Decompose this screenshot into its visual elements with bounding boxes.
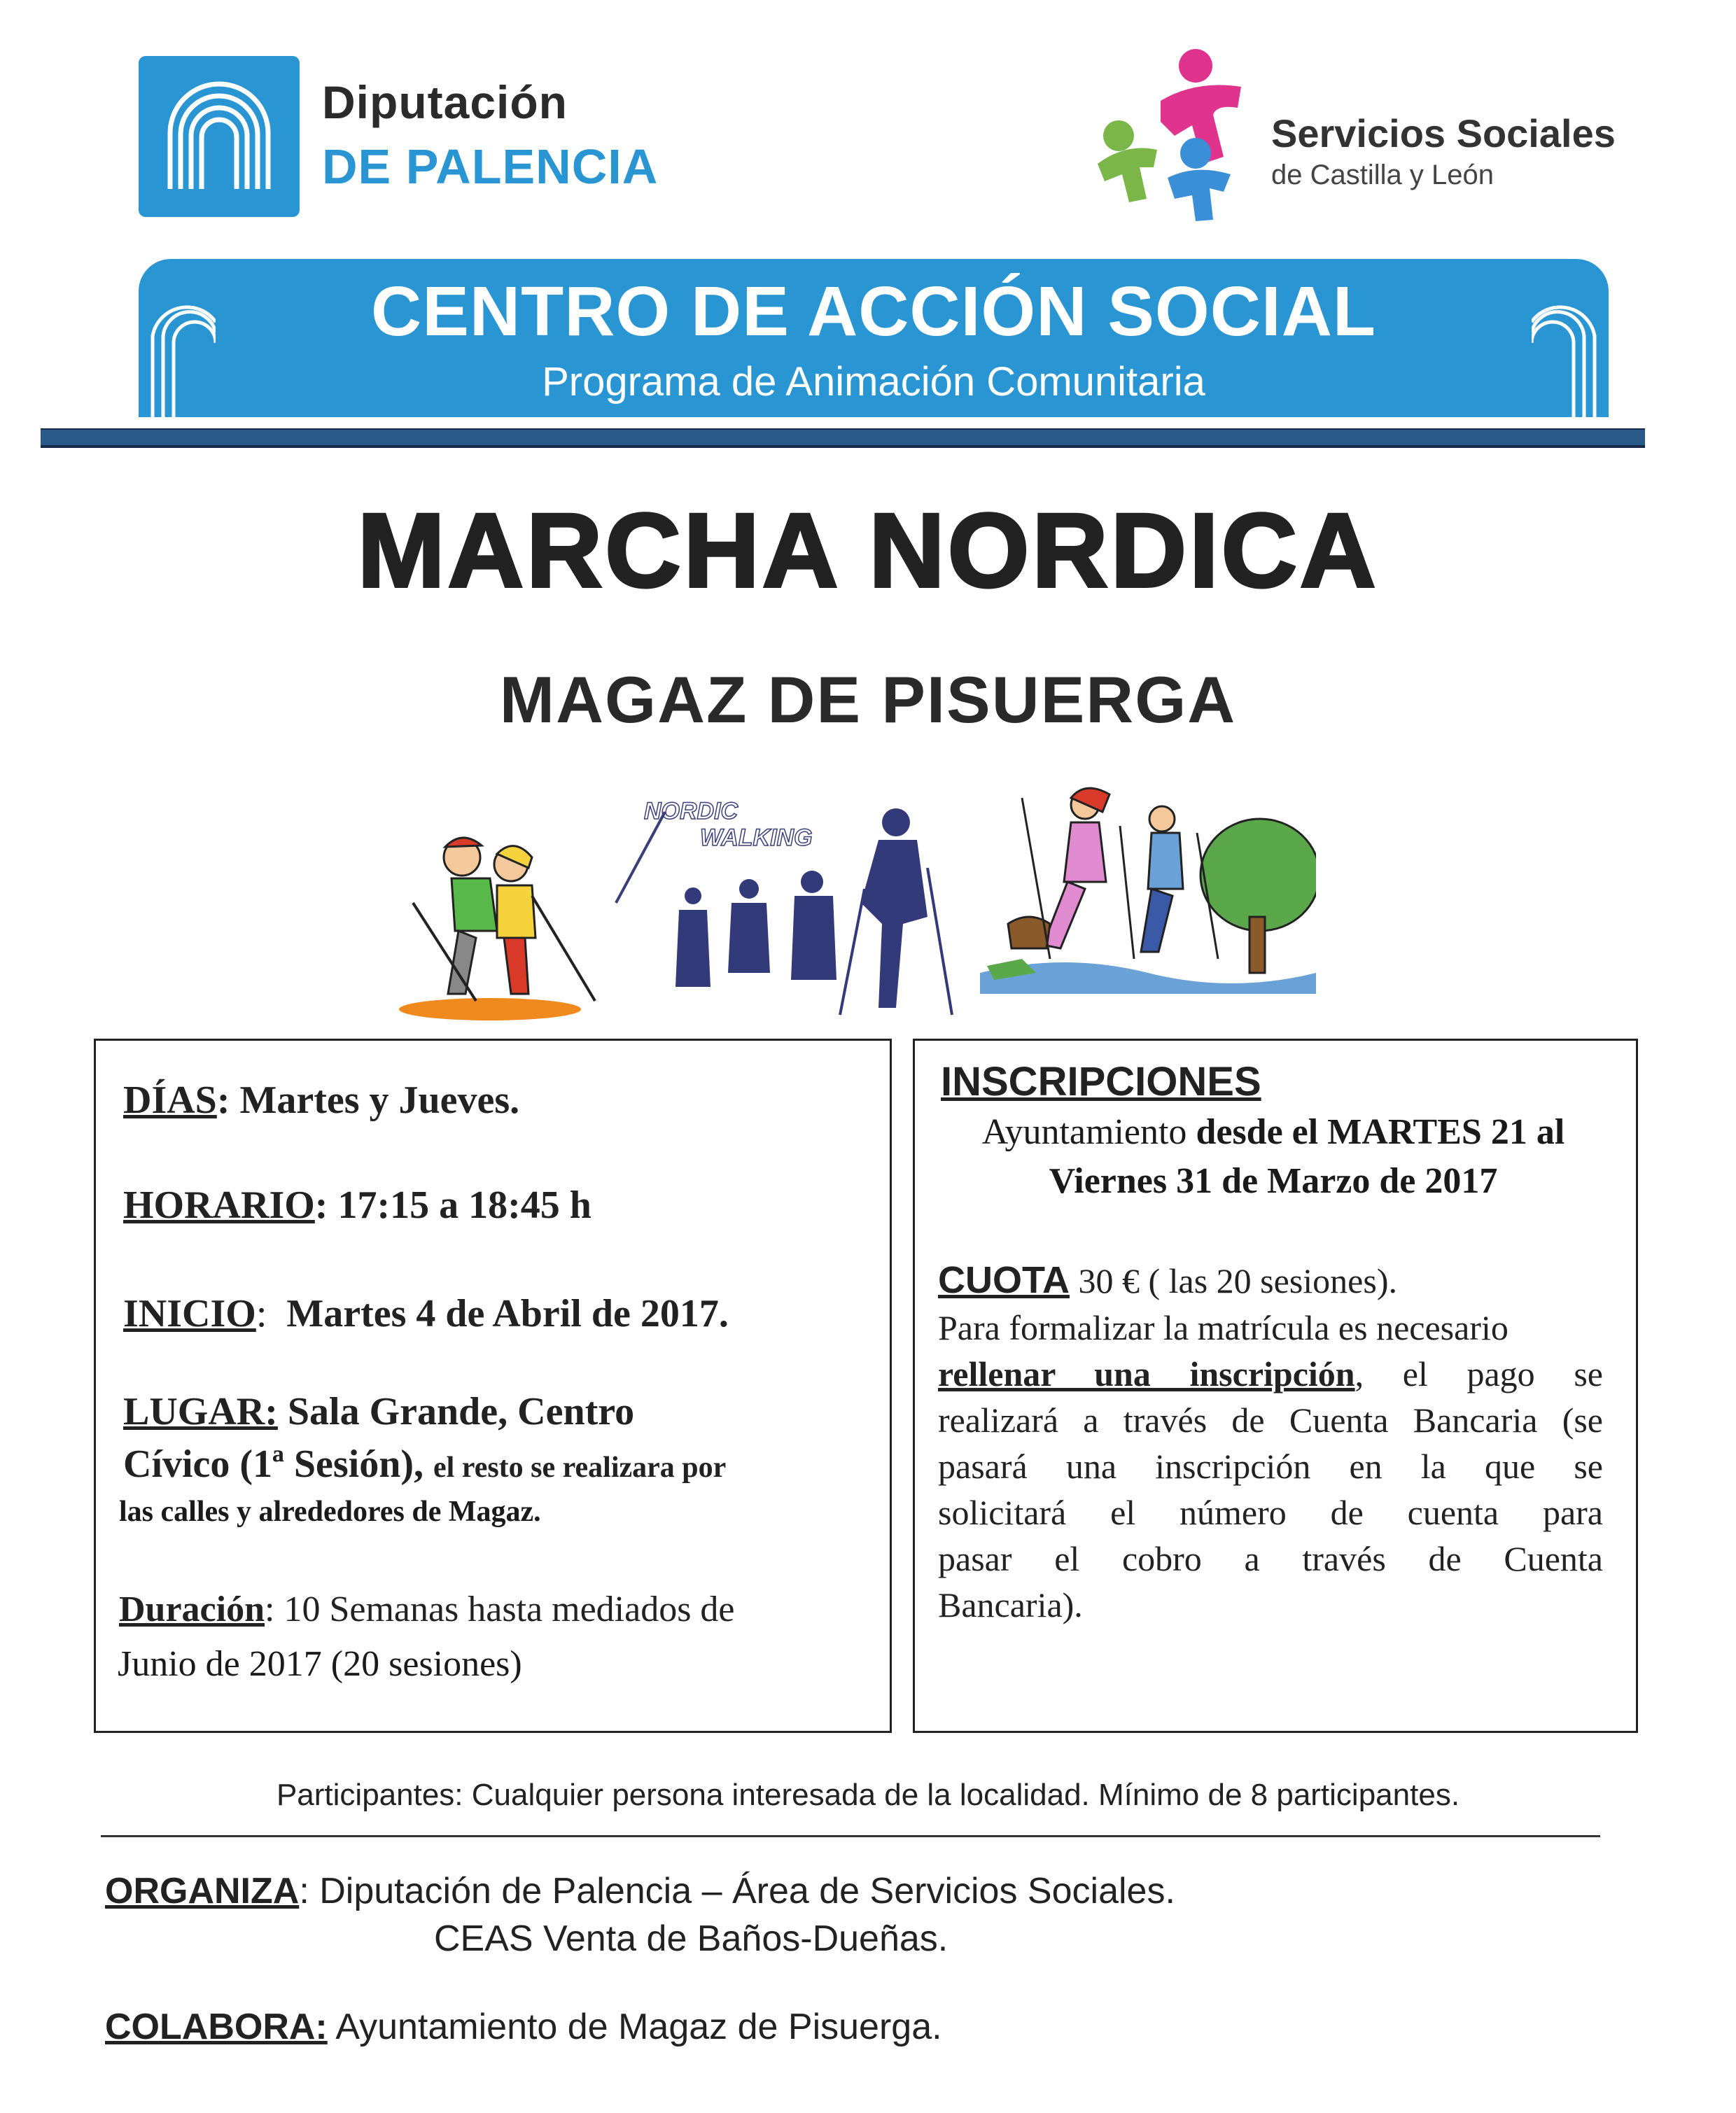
horario-value: 17:15 a 18:45 h [337, 1184, 592, 1227]
inicio-label: INICIO [123, 1292, 256, 1335]
cuota-label: CUOTA [938, 1259, 1070, 1301]
registration-dates-line1: Ayuntamiento desde el MARTES 21 al [981, 1112, 1565, 1152]
organiza-value: : Diputación de Palencia – Área de Servicios Sociales. [299, 1871, 1175, 1911]
lugar-label: LUGAR: [123, 1390, 278, 1433]
nordic-text: NORDIC [644, 798, 738, 824]
servicios-sociales-logo-icon [1091, 45, 1287, 227]
lugar-value-2: Cívico (1ª Sesión), [123, 1442, 424, 1486]
dias-row: DÍAS: Martes y Jueves. [123, 1079, 520, 1122]
banner-subtitle: Programa de Animación Comunitaria [542, 359, 1205, 405]
page-title: MARCHA NORDICA [357, 491, 1379, 609]
banner-divider [41, 428, 1645, 448]
cuota-row [938, 1258, 1397, 1302]
footer-divider [101, 1835, 1600, 1837]
duracion-value-1: 10 Semanas hasta mediados de [284, 1589, 735, 1629]
org-name-line2: DE PALENCIA [322, 139, 659, 194]
horario-label: HORARIO [123, 1184, 315, 1227]
inscripciones-heading: INSCRIPCIONES [941, 1059, 1261, 1104]
dias-value: Martes y Jueves. [239, 1079, 520, 1122]
organiza-row [105, 1870, 1175, 1912]
partner-name-line2: de Castilla y León [1271, 160, 1494, 190]
terms-paragraph: Para formalizar la matrícula es necesario rellenar una inscripción, el pago se realizará a través de Cuenta Bancaria (se pasará una inscripción en la que se solicitará el número de cuenta para pasar el cobro a través de Cuenta Bancaria). [938, 1308, 1603, 1624]
participants-note: Participantes: Cualquier persona interesada de la localidad. Mínimo de 8 participantes. [276, 1778, 1460, 1812]
colabora-row [105, 2006, 942, 2048]
lugar-row [123, 1389, 634, 1434]
inicio-value: Martes 4 de Abril de 2017. [286, 1292, 729, 1335]
hikers-illustration [392, 826, 602, 1022]
banner-title: CENTRO DE ACCIÓN SOCIAL [371, 272, 1376, 351]
lugar-value-3: el resto se realizara por [433, 1452, 727, 1484]
cuota-value: 30 € ( las 20 sesiones). [1069, 1261, 1397, 1300]
duracion-value-2: Junio de 2017 (20 sesiones) [118, 1644, 522, 1684]
org-name-line1: Diputación [322, 76, 568, 128]
lugar-value-4: las calles y alrededores de Magaz. [119, 1496, 541, 1528]
park-walkers-illustration [980, 784, 1316, 994]
partner-name-line1: Servicios Sociales [1271, 111, 1616, 155]
walking-text: WALKING [700, 824, 813, 851]
organiza-value-2: CEAS Venta de Baños-Dueñas. [434, 1918, 948, 1959]
nordic-walking-illustration [602, 784, 966, 1022]
location-title: MAGAZ DE PISUERGA [499, 663, 1237, 736]
registration-dates-line2: Viernes 31 de Marzo de 2017 [1049, 1161, 1498, 1201]
lugar-value-1: Sala Grande, Centro [287, 1390, 635, 1433]
inicio-row: INICIO: Martes 4 de Abril de 2017. [123, 1292, 729, 1335]
colabora-label: COLABORA: [105, 2007, 328, 2047]
diputacion-logo-icon [139, 56, 300, 217]
horario-row: HORARIO: 17:15 a 18:45 h [123, 1184, 592, 1227]
duracion-row: Duración: 10 Semanas hasta mediados de [119, 1589, 735, 1629]
lugar-row-2 [123, 1442, 726, 1487]
dias-label: DÍAS [123, 1079, 217, 1122]
colabora-value: Ayuntamiento de Magaz de Pisuerga. [327, 2007, 942, 2047]
duracion-label: Duración [119, 1589, 265, 1629]
organiza-label: ORGANIZA [105, 1871, 300, 1911]
